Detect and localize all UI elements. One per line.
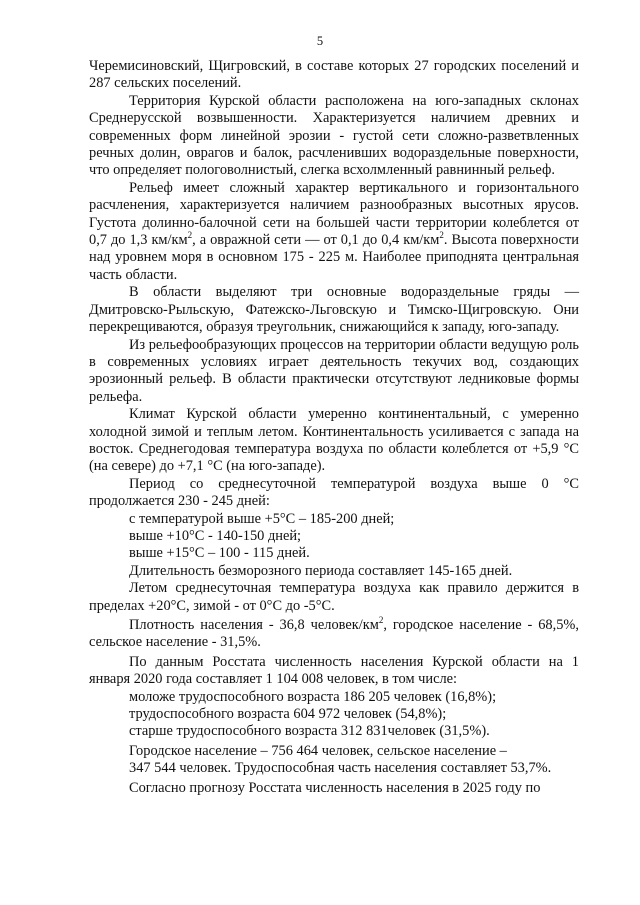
superscript: 2 [378, 615, 384, 626]
list-item: выше +15°С – 100 - 115 дней. [129, 545, 310, 562]
density-text-b: , городское население - 68,5%, сельское население - 31,5%. [89, 617, 579, 651]
list-item: с температурой выше +5°С – 185-200 дней; [129, 510, 395, 527]
paragraph-density [89, 617, 579, 652]
density-text-a: Плотность населения - 36,8 человек/км [129, 617, 379, 633]
document-body [89, 58, 579, 797]
list-item: старше трудоспособного возраста 312 831человек (31,5%). [129, 723, 490, 740]
relief-text-a: Рельеф имеет сложный характер вертикального и горизонтального расчленения, характеризуется наличием разнообразных высотных ярусов. Густота долинно-балочной сети на большей части территории колеблется от 0,7 до 1,3 км/км [89, 179, 579, 249]
paragraph-frostfree: Длительность безморозного периода составляет 145-165 дней. [129, 562, 513, 579]
relief-text-b: , а овражной сети — от 0,1 до 0,4 км/км [192, 232, 440, 249]
relief-text-c: . Высота поверхности над уровнем моря в основном 175 - 225 м. Наиболее приподнята центральная часть области. [89, 232, 579, 283]
list-item: моложе трудоспособного возраста 186 205 человек (16,8%); [129, 688, 497, 705]
list-item: 347 544 человек. Трудоспособная часть населения составляет 53,7%. [129, 760, 552, 777]
paragraph-ridges: В области выделяют три основные водораздельные гряды — Дмитровско-Рыльскую, Фатежско-Льговскую и Тимско-Щигровскую. Они перекрещиваются, образуя треугольник, снижающийся к западу, юго-западу. [89, 284, 579, 336]
page-number: 5 [316, 34, 324, 48]
list-item: выше +10°С - 140-150 дней; [129, 527, 302, 544]
paragraph-continuation: Черемисиновский, Щигровский, в составе которых 27 городских поселений и 287 сельских поселений. [89, 58, 579, 92]
paragraph-climate: Климат Курской области умеренно континентальный, с умеренно холодной зимой и теплым летом. Континентальность усиливается с запада на восток. Среднегодовая температура воздуха по области колеблется от +5,9 °С (на севере) до +7,1 °С (на юго-западе). [89, 406, 579, 475]
paragraph-period: Период со среднесуточной температурой воздуха выше 0 °С продолжается 230 - 245 дней: [89, 475, 579, 510]
list-item: трудоспособного возраста 604 972 человек (54,8%); [129, 706, 447, 723]
paragraph-territory: Территория Курской области расположена на юго-западных склонах Среднерусской возвышенности. Характеризуется наличием древних и современных форм линейной эрозии - густой сети сложно-разветвленных речных долин, оврагов и балок, расчленивших водораздельные поверхности, что определяет пологоволнистый, слегка всхолмленный равнинный рельеф. [89, 92, 579, 179]
paragraph-relief [89, 180, 579, 284]
list-item: Городское население – 756 464 человек, сельское население – [129, 742, 507, 759]
superscript: 2 [187, 230, 193, 241]
paragraph-population: По данным Росстата численность населения Курской области на 1 января 2020 года составляет 1 104 008 человек, в том числе: [89, 653, 579, 688]
paragraph-erosion: Из рельефообразующих процессов на территории области ведущую роль в современных условиях играет деятельность текучих вод, создающих эрозионный рельеф. В области практически отсутствуют ледниковые формы рельефа. [89, 336, 579, 405]
superscript: 2 [439, 230, 444, 241]
paragraph-forecast: Согласно прогнозу Росстата численность населения в 2025 году по [129, 779, 541, 796]
paragraph-summer: Летом среднесуточная температура воздуха как правило держится в пределах +20°С, зимой - от 0°С до -5°С. [89, 580, 579, 614]
